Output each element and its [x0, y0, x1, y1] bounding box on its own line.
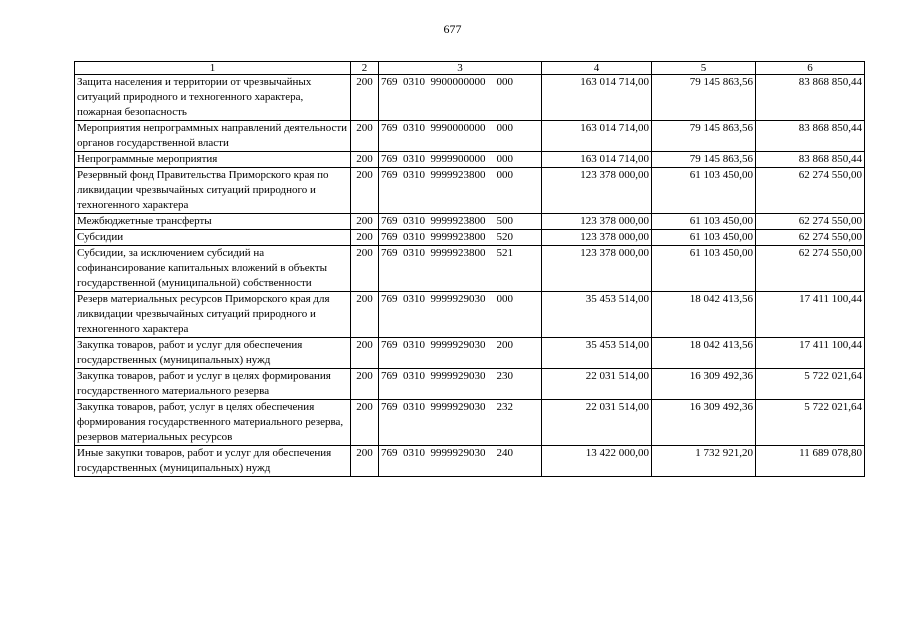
- row-value-4: 22 031 514,00: [542, 369, 652, 400]
- row-value-4: 163 014 714,00: [542, 152, 652, 168]
- table-row: [75, 446, 865, 477]
- row-value-4: 123 378 000,00: [542, 168, 652, 214]
- row-col2: 200: [351, 369, 379, 400]
- row-col2: 200: [351, 75, 379, 121]
- table-row: [75, 338, 865, 369]
- row-value-5: 18 042 413,56: [652, 292, 756, 338]
- table-row: [75, 292, 865, 338]
- row-code: 769 0310 9999923800 521: [379, 246, 542, 292]
- table-row: [75, 400, 865, 446]
- row-value-6: 11 689 078,80: [756, 446, 865, 477]
- row-value-5: 79 145 863,56: [652, 121, 756, 152]
- row-name: Защита населения и территории от чрезвычайных ситуаций природного и техногенного характера, пожарная безопасность: [75, 75, 351, 121]
- row-value-6: 83 868 850,44: [756, 75, 865, 121]
- row-code: 769 0310 9999923800 000: [379, 168, 542, 214]
- row-value-6: 62 274 550,00: [756, 230, 865, 246]
- row-code: 769 0310 9999923800 500: [379, 214, 542, 230]
- header-cell: 1: [75, 62, 351, 75]
- row-name: Закупка товаров, работ и услуг в целях формирования государственного материального резерва: [75, 369, 351, 400]
- table-row: [75, 214, 865, 230]
- table-row: [75, 369, 865, 400]
- row-name: Непрограммные мероприятия: [75, 152, 351, 168]
- row-value-5: 16 309 492,36: [652, 400, 756, 446]
- row-col2: 200: [351, 230, 379, 246]
- row-col2: 200: [351, 338, 379, 369]
- row-value-4: 13 422 000,00: [542, 446, 652, 477]
- row-value-4: 123 378 000,00: [542, 230, 652, 246]
- row-name: Иные закупки товаров, работ и услуг для обеспечения государственных (муниципальных) нужд: [75, 446, 351, 477]
- table-row: [75, 246, 865, 292]
- table-row: [75, 121, 865, 152]
- row-name: Межбюджетные трансферты: [75, 214, 351, 230]
- row-col2: 200: [351, 121, 379, 152]
- header-cell: 2: [351, 62, 379, 75]
- row-value-6: 83 868 850,44: [756, 121, 865, 152]
- row-value-5: 1 732 921,20: [652, 446, 756, 477]
- row-value-5: 79 145 863,56: [652, 152, 756, 168]
- row-value-5: 61 103 450,00: [652, 246, 756, 292]
- row-col2: 200: [351, 446, 379, 477]
- row-value-5: 79 145 863,56: [652, 75, 756, 121]
- row-name: Закупка товаров, работ и услуг для обеспечения государственных (муниципальных) нужд: [75, 338, 351, 369]
- row-code: 769 0310 9999929030 230: [379, 369, 542, 400]
- row-value-4: 163 014 714,00: [542, 121, 652, 152]
- header-cell: 5: [652, 62, 756, 75]
- row-name: Закупка товаров, работ, услуг в целях обеспечения формирования государственного материального резерва, резервов материальных ресурсов: [75, 400, 351, 446]
- row-code: 769 0310 9999923800 520: [379, 230, 542, 246]
- table-row: [75, 75, 865, 121]
- row-code: 769 0310 9990000000 000: [379, 121, 542, 152]
- row-name: Резерв материальных ресурсов Приморского края для ликвидации чрезвычайных ситуаций природного и техногенного характера: [75, 292, 351, 338]
- row-value-4: 35 453 514,00: [542, 292, 652, 338]
- header-row: [75, 62, 865, 75]
- row-value-6: 5 722 021,64: [756, 400, 865, 446]
- row-code: 769 0310 9999929030 240: [379, 446, 542, 477]
- row-name: Мероприятия непрограммных направлений деятельности органов государственной власти: [75, 121, 351, 152]
- row-value-5: 18 042 413,56: [652, 338, 756, 369]
- table-row: [75, 168, 865, 214]
- row-col2: 200: [351, 214, 379, 230]
- row-col2: 200: [351, 246, 379, 292]
- row-value-6: 17 411 100,44: [756, 292, 865, 338]
- row-value-4: 35 453 514,00: [542, 338, 652, 369]
- row-col2: 200: [351, 168, 379, 214]
- header-cell: 3: [379, 62, 542, 75]
- row-code: 769 0310 9999929030 200: [379, 338, 542, 369]
- row-name: Резервный фонд Правительства Приморского края по ликвидации чрезвычайных ситуаций природного и техногенного характера: [75, 168, 351, 214]
- row-code: 769 0310 9999929030 232: [379, 400, 542, 446]
- row-code: 769 0310 9999900000 000: [379, 152, 542, 168]
- row-value-4: 123 378 000,00: [542, 246, 652, 292]
- row-value-5: 16 309 492,36: [652, 369, 756, 400]
- row-value-4: 163 014 714,00: [542, 75, 652, 121]
- table-row: [75, 152, 865, 168]
- row-name: Субсидии: [75, 230, 351, 246]
- row-value-4: 22 031 514,00: [542, 400, 652, 446]
- row-value-6: 5 722 021,64: [756, 369, 865, 400]
- row-value-5: 61 103 450,00: [652, 214, 756, 230]
- row-value-6: 62 274 550,00: [756, 168, 865, 214]
- table-row: [75, 230, 865, 246]
- row-name: Субсидии, за исключением субсидий на софинансирование капитальных вложений в объекты государственной (муниципальной) собственности: [75, 246, 351, 292]
- row-value-6: 17 411 100,44: [756, 338, 865, 369]
- row-col2: 200: [351, 152, 379, 168]
- row-value-4: 123 378 000,00: [542, 214, 652, 230]
- row-code: 769 0310 9999929030 000: [379, 292, 542, 338]
- header-cell: 4: [542, 62, 652, 75]
- header-cell: 6: [756, 62, 865, 75]
- row-col2: 200: [351, 292, 379, 338]
- row-value-5: 61 103 450,00: [652, 230, 756, 246]
- budget-table: [74, 61, 865, 477]
- row-value-6: 62 274 550,00: [756, 246, 865, 292]
- page-number: 677: [443, 22, 462, 36]
- row-code: 769 0310 9900000000 000: [379, 75, 542, 121]
- row-value-6: 62 274 550,00: [756, 214, 865, 230]
- row-value-5: 61 103 450,00: [652, 168, 756, 214]
- row-col2: 200: [351, 400, 379, 446]
- row-value-6: 83 868 850,44: [756, 152, 865, 168]
